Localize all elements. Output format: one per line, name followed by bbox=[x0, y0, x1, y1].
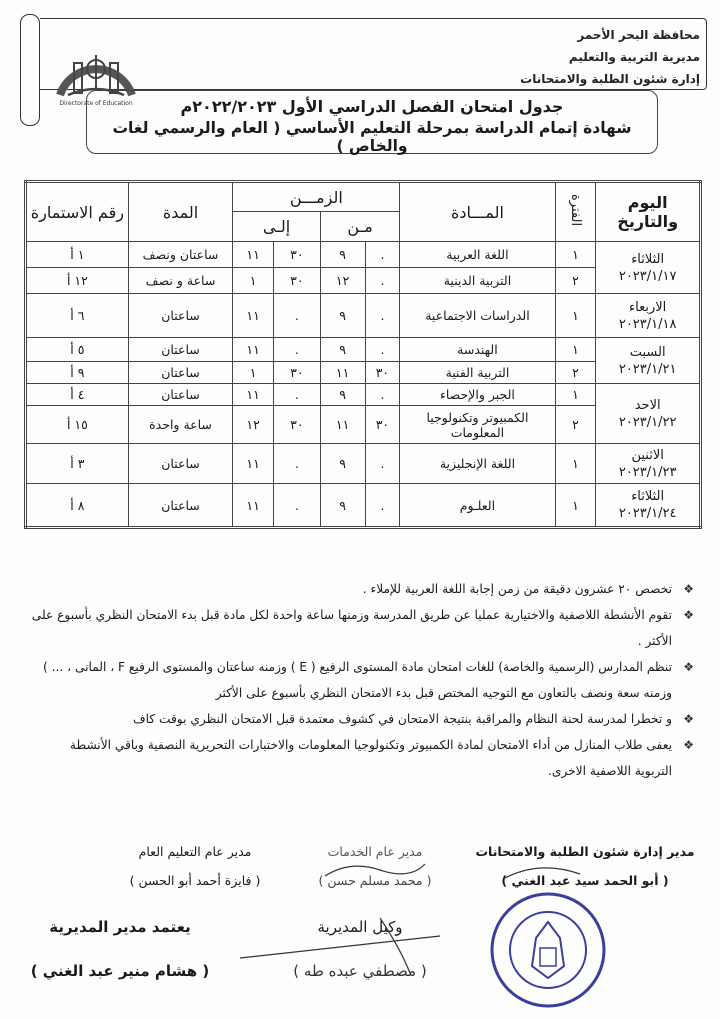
diamond-bullet-icon: ❖ bbox=[683, 608, 694, 622]
cell-to-hour: ١١ bbox=[233, 444, 274, 484]
table-row bbox=[26, 484, 701, 528]
diamond-bullet-icon: ❖ bbox=[683, 712, 694, 726]
day-name: الثلاثاء bbox=[631, 489, 665, 504]
cell-subject: الجبر والإحصاء bbox=[400, 384, 555, 406]
signature-scribble bbox=[230, 918, 450, 978]
exam-schedule-table bbox=[24, 180, 702, 529]
date: ٢٠٢٣/١/٢٣ bbox=[618, 464, 677, 480]
cell-period: ١ bbox=[555, 294, 596, 338]
cell-duration: ساعتان bbox=[128, 444, 232, 484]
cell-duration: ساعتان bbox=[128, 294, 232, 338]
date: ٢٠٢٣/١/١٧ bbox=[618, 268, 677, 284]
date: ٢٠٢٣/١/١٨ bbox=[618, 316, 677, 332]
cell-to-minutes: . bbox=[274, 484, 321, 528]
cell-duration: ساعتان bbox=[128, 384, 232, 406]
page-subtitle: شهادة إتمام الدراسة بمرحلة التعليم الأساسي ( العام والرسمي لغات والخاص ) bbox=[112, 119, 632, 155]
cell-from-hour: ٩ bbox=[320, 484, 365, 528]
cell-from-hour: ٩ bbox=[320, 384, 365, 406]
cell-from-minutes: . bbox=[365, 484, 400, 528]
header-period: الفترة bbox=[555, 182, 596, 242]
date: ٢٠٢٣/١/٢٤ bbox=[618, 506, 677, 521]
cell-form-number: ١٥ أ bbox=[26, 406, 129, 444]
cell-to-minutes: . bbox=[274, 338, 321, 362]
note-item: ❖ تقوم الأنشطة اللاصفية والاختيارية عمليا عن طريق المدرسة وزمنها ساعة واحدة لكل مادة قبل بدء الامتحان النظري بأسبوع على الأكثر . bbox=[30, 602, 694, 654]
header-subject: المـــادة bbox=[400, 182, 555, 242]
day-name: الثلاثاء bbox=[631, 251, 665, 267]
cell-day-date bbox=[596, 242, 701, 294]
cell-from-minutes: . bbox=[365, 384, 400, 406]
cell-duration: ساعتان ونصف bbox=[128, 242, 232, 268]
title-box bbox=[86, 90, 658, 154]
cell-to-hour: ١١ bbox=[233, 338, 274, 362]
cell-form-number: ٨ أ bbox=[26, 484, 129, 528]
day-name: السبت bbox=[629, 344, 666, 360]
signature-scribble bbox=[500, 860, 590, 886]
cell-to-hour: ١ bbox=[233, 362, 274, 384]
org-line-directorate: مديرية التربية والتعليم bbox=[568, 50, 700, 64]
cell-from-minutes: . bbox=[365, 294, 400, 338]
cell-from-minutes: ٣٠ bbox=[365, 362, 400, 384]
diamond-bullet-icon: ❖ bbox=[683, 660, 694, 674]
cell-subject: اللغة الإنجليزية bbox=[400, 444, 555, 484]
org-line-department: إدارة شئون الطلبة والامتحانات bbox=[520, 72, 700, 86]
cell-period: ٢ bbox=[555, 268, 596, 294]
cell-period: ١ bbox=[555, 242, 596, 268]
diamond-bullet-icon: ❖ bbox=[683, 738, 694, 752]
day-name: الاربعاء bbox=[629, 299, 667, 315]
header-day-date: اليوم والتاريخ bbox=[596, 182, 701, 242]
cell-duration: ساعتان bbox=[128, 338, 232, 362]
header-to: إلـى bbox=[233, 212, 321, 242]
note-item: ❖ تخصص ٢٠ عشرون دقيقة من زمن إجابة اللغة العربية للإملاء . bbox=[30, 576, 694, 602]
cell-from-hour: ٩ bbox=[320, 242, 365, 268]
cell-subject: الكمبيوتر وتكنولوجيا المعلومات bbox=[400, 406, 555, 444]
note-item: ❖ يعفى طلاب المنازل من أداء الامتحان لمادة الكمبيوتر وتكنولوجيا المعلومات والاختبارات التحريرية النصفية وباقي الأنشطة التربوية اللاصفية الاخرى. bbox=[30, 732, 694, 784]
scroll-decoration bbox=[20, 14, 40, 126]
notes-list bbox=[30, 576, 694, 784]
signature-block-services-manager: مدير عام الخدمات ( محمد مسلم حسن ) bbox=[318, 844, 432, 888]
cell-day-date bbox=[596, 384, 701, 444]
org-line-governorate: محافظة البحر الأحمر bbox=[577, 28, 700, 42]
cell-form-number: ٥ أ bbox=[26, 338, 129, 362]
day-name: الاحد bbox=[634, 397, 661, 413]
header-time: الزمـــن bbox=[233, 182, 400, 212]
cell-from-hour: ١١ bbox=[320, 406, 365, 444]
cell-to-minutes: ٣٠ bbox=[274, 362, 321, 384]
page-title: جدول امتحان الفصل الدراسي الأول ٢٠٢٢/٢٠٢٣م bbox=[180, 97, 564, 116]
cell-day-date bbox=[596, 338, 701, 384]
diamond-bullet-icon: ❖ bbox=[683, 582, 694, 596]
cell-to-minutes: ٣٠ bbox=[274, 406, 321, 444]
cell-form-number: ٣ أ bbox=[26, 444, 129, 484]
cell-subject: التربية الفنية bbox=[400, 362, 555, 384]
table-row bbox=[26, 242, 701, 268]
cell-form-number: ١ أ bbox=[26, 242, 129, 268]
day-name: الاثنين bbox=[631, 447, 664, 463]
cell-from-hour: ٩ bbox=[320, 444, 365, 484]
cell-to-hour: ١١ bbox=[233, 484, 274, 528]
cell-subject: الدراسات الاجتماعية bbox=[400, 294, 555, 338]
signature-block-general-education-manager: مدير عام التعليم العام ( فايزة أحمد أبو الحسن ) bbox=[129, 844, 261, 888]
cell-form-number: ٦ أ bbox=[26, 294, 129, 338]
note-item: ❖ تنظم المدارس (الرسمية والخاصة) للغات امتحان مادة المستوى الرفيع ( E ) وزمنه ساعتان والمستوى الرفيع F ، المانى ، ... ) وزمنه سعة ونصف بالتعاون مع التوجيه المختص قبل بدء الامتحان النظري بأسبوع على الأكثر bbox=[30, 654, 694, 706]
signature-scribble bbox=[320, 856, 430, 884]
signature-block-exams-manager: مدير إدارة شئون الطلبة والامتحانات ( أبو الحمد سيد عبد الغني ) bbox=[475, 844, 695, 888]
table-row bbox=[26, 444, 701, 484]
table-row bbox=[26, 384, 701, 406]
cell-subject: التربية الدينية bbox=[400, 268, 555, 294]
cell-period: ١ bbox=[555, 444, 596, 484]
cell-duration: ساعتان bbox=[128, 484, 232, 528]
date: ٢٠٢٣/١/٢١ bbox=[618, 361, 677, 377]
header-duration: المدة bbox=[128, 182, 232, 242]
cell-to-minutes: ٣٠ bbox=[274, 268, 321, 294]
cell-from-hour: ٩ bbox=[320, 294, 365, 338]
cell-day-date bbox=[596, 294, 701, 338]
cell-subject: العلـوم bbox=[400, 484, 555, 528]
cell-from-minutes: ٣٠ bbox=[365, 406, 400, 444]
cell-from-minutes: . bbox=[365, 268, 400, 294]
cell-duration: ساعة واحدة bbox=[128, 406, 232, 444]
cell-to-minutes: ٣٠ bbox=[274, 242, 321, 268]
signature-block-deputy: وكيل المديرية ( مصطفي عبده طه ) bbox=[293, 918, 427, 980]
cell-period: ١ bbox=[555, 484, 596, 528]
cell-from-minutes: . bbox=[365, 444, 400, 484]
cell-from-hour: ٩ bbox=[320, 338, 365, 362]
table-row bbox=[26, 294, 701, 338]
cell-period: ٢ bbox=[555, 406, 596, 444]
cell-day-date bbox=[596, 484, 701, 528]
cell-duration: ساعتان bbox=[128, 362, 232, 384]
cell-to-hour: ١١ bbox=[233, 384, 274, 406]
cell-to-minutes: . bbox=[274, 294, 321, 338]
signature-block-director: يعتمد مدير المديرية ( هشام منير عبد الغني ) bbox=[30, 918, 210, 980]
header-form-number: رقم الاستمارة bbox=[26, 182, 129, 242]
cell-day-date bbox=[596, 444, 701, 484]
official-stamp bbox=[488, 890, 608, 1010]
header-from: مـن bbox=[320, 212, 400, 242]
cell-from-minutes: . bbox=[365, 338, 400, 362]
cell-period: ١ bbox=[555, 338, 596, 362]
cell-to-hour: ١١ bbox=[233, 294, 274, 338]
cell-subject: الهندسة bbox=[400, 338, 555, 362]
cell-period: ٢ bbox=[555, 362, 596, 384]
cell-duration: ساعة و نصف bbox=[128, 268, 232, 294]
cell-form-number: ١٢ أ bbox=[26, 268, 129, 294]
cell-to-minutes: . bbox=[274, 444, 321, 484]
table-row bbox=[26, 338, 701, 362]
cell-form-number: ٤ أ bbox=[26, 384, 129, 406]
cell-from-hour: ١١ bbox=[320, 362, 365, 384]
cell-to-minutes: . bbox=[274, 384, 321, 406]
note-item: ❖ و تخطرا لمدرسة لحنة النظام والمراقبة بنتيجة الامتحان في كشوف معتمدة قبل الامتحان النظري بوقت كاف bbox=[30, 706, 694, 732]
date: ٢٠٢٣/١/٢٢ bbox=[618, 414, 677, 430]
cell-subject: اللغة العربية bbox=[400, 242, 555, 268]
cell-from-hour: ١٢ bbox=[320, 268, 365, 294]
cell-from-minutes: . bbox=[365, 242, 400, 268]
cell-to-hour: ١ bbox=[233, 268, 274, 294]
cell-to-hour: ١٢ bbox=[233, 406, 274, 444]
cell-to-hour: ١١ bbox=[233, 242, 274, 268]
logo-text: Directorate of Education bbox=[59, 100, 133, 107]
cell-form-number: ٩ أ bbox=[26, 362, 129, 384]
cell-period: ١ bbox=[555, 384, 596, 406]
